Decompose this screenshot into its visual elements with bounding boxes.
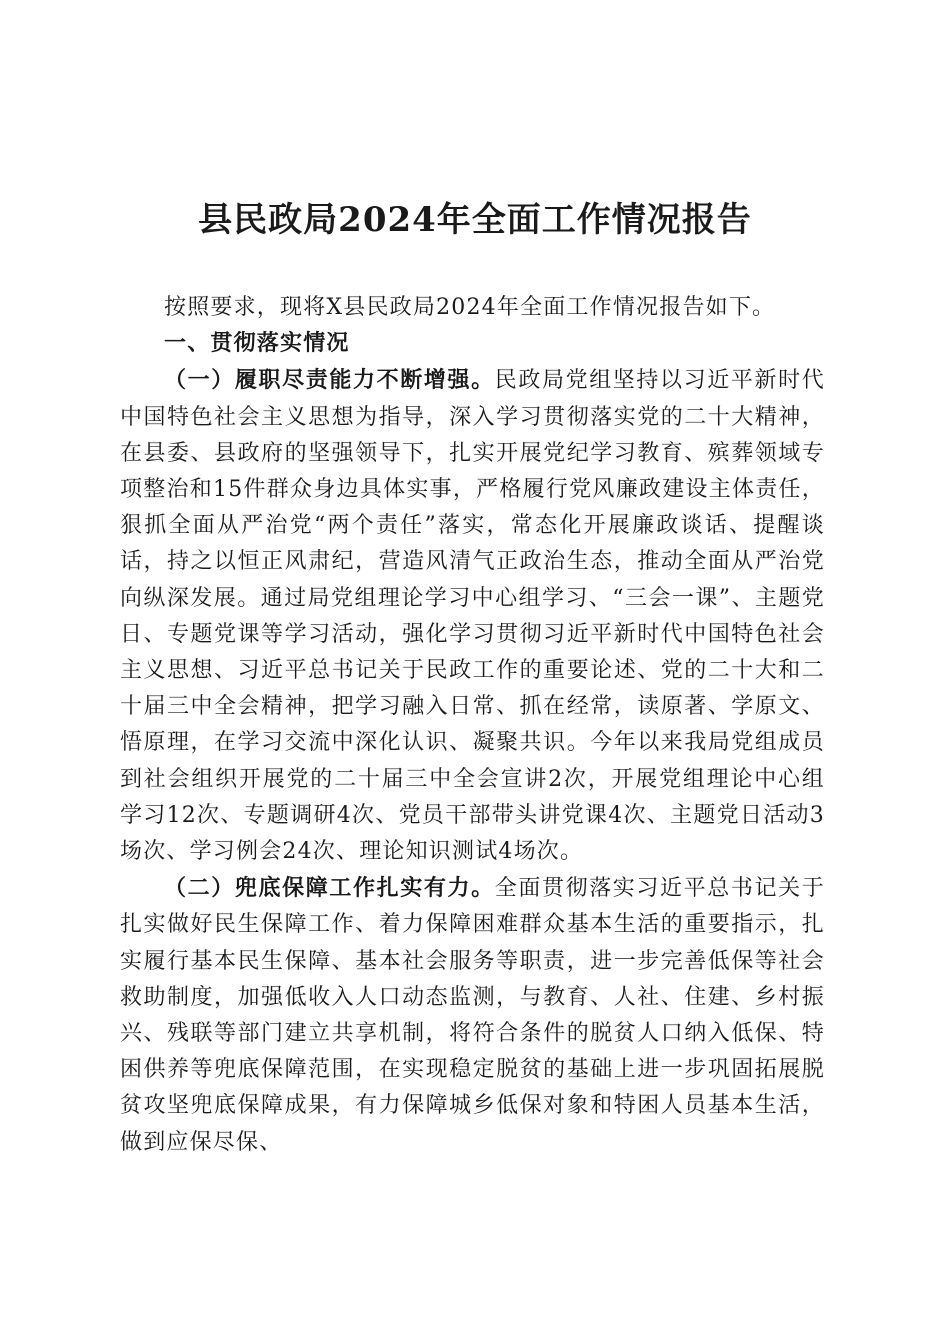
paragraph-2	[120, 870, 825, 1161]
paragraph-1-title: （一）履职尽责能力不断增强。	[164, 367, 495, 394]
paragraph-2-title: （二）兜底保障工作扎实有力。	[164, 875, 495, 902]
document-body	[120, 290, 825, 1161]
paragraph-2-body: 全面贯彻落实习近平总书记关于扎实做好民生保障工作、着力保障困难群众基本生活的重要指示，扎实履行基本民生保障、基本社会服务等职责，进一步完善低保等社会救助制度，加强低收入人口动态监测，与教育、人社、住建、乡村振兴、残联等部门建立共享机制，将符合条件的脱贫人口纳入低保、特困供养等兜底保障范围，在实现稳定脱贫的基础上进一步巩固拓展脱贫攻坚兜底保障成果，有力保障城乡低保对象和特困人员基本生活，做到应保尽保、	[120, 876, 825, 1155]
paragraph-1-body: 民政局党组坚持以习近平新时代中国特色社会主义思想为指导，深入学习贯彻落实党的二十大精神，在县委、县政府的坚强领导下，扎实开展党纪学习教育、殡葬领域专项整治和15件群众身边具体实事，严格履行党风廉政建设主体责任，狠抓全面从严治党“两个责任”落实，常态化开展廉政谈话、提醒谈话，持之以恒正风肃纪，营造风清气正政治生态，推动全面从严治党向纵深发展。通过局党组理论学习中心组学习、“三会一课”、主题党日、专题党课等学习活动，强化学习贯彻习近平新时代中国特色社会主义思想、习近平总书记关于民政工作的重要论述、党的二十大和二十届三中全会精神，把学习融入日常、抓在经常，读原著、学原文、悟原理，在学习交流中深化认识、凝聚共识。今年以来我局党组成员到社会组织开展党的二十届三中全会宣讲2次，开展党组理论中心组学习12次、专题调研4次、党员干部带头讲党课4次、主题党日活动3场次、学习例会24次、理论知识测试4场次。	[120, 368, 825, 865]
paragraph-1	[120, 362, 825, 870]
document-title: 县民政局2024年全面工作情况报告	[198, 200, 752, 240]
section-heading: 一、贯彻落实情况	[164, 331, 350, 357]
intro-paragraph: 按照要求，现将X县民政局2024年全面工作情况报告如下。	[164, 295, 776, 320]
